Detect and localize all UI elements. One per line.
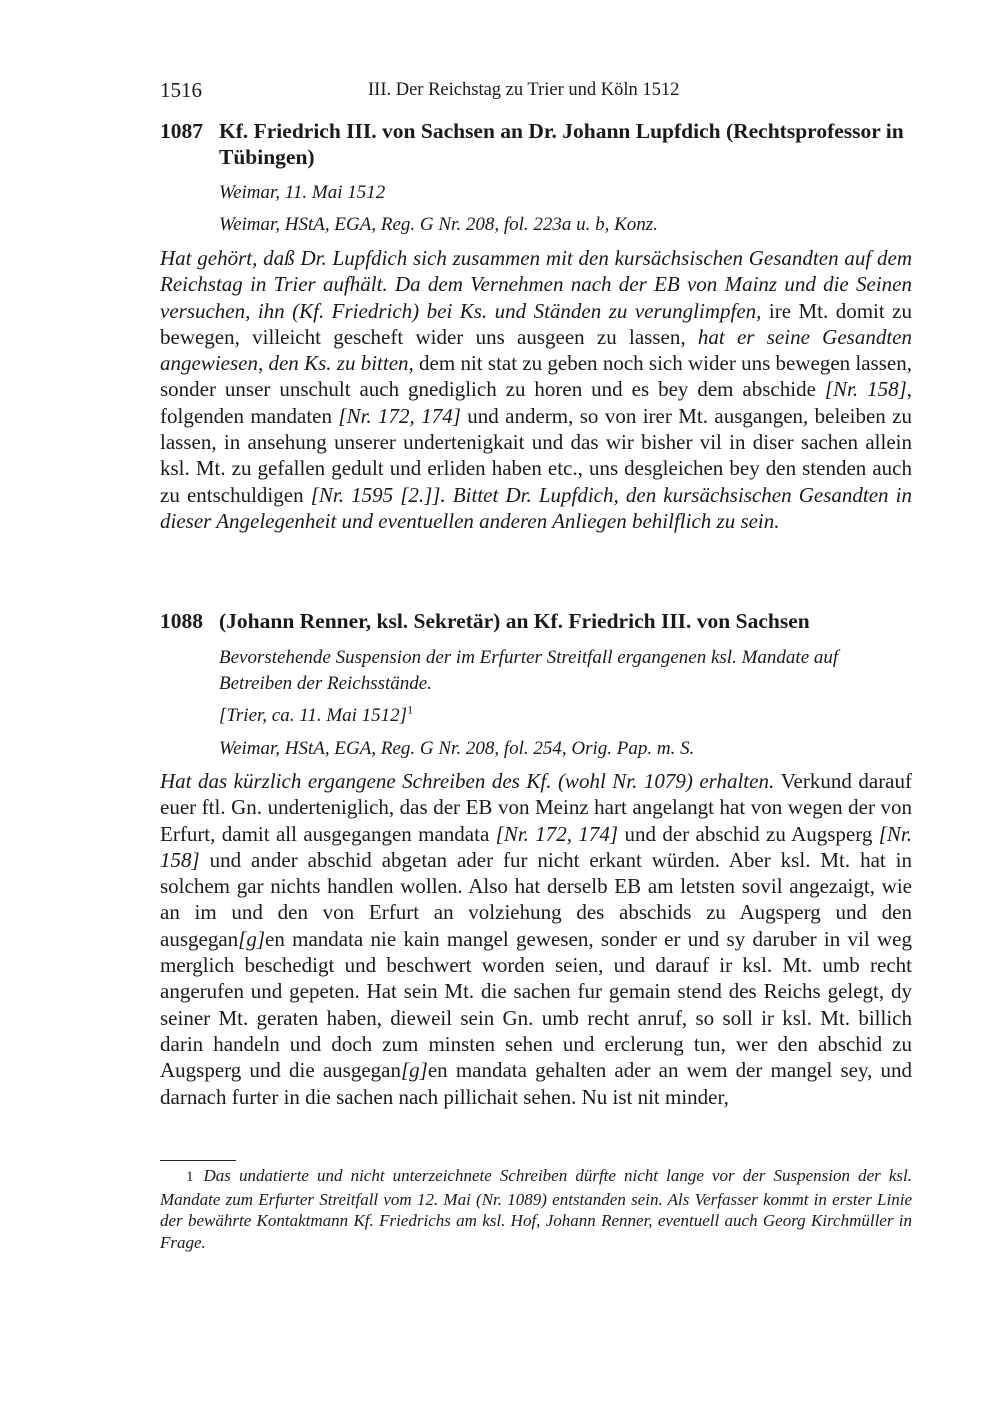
cross-reference: [Nr. 158] [824, 377, 907, 402]
document-source: Weimar, HStA, EGA, Reg. G Nr. 208, fol. 254, Orig. Pap. m. S. [219, 738, 695, 759]
footnote-text: Das undatierte und nicht unterzeichnete Schreiben dürfte nicht lange vor der Suspension der ksl. Mandate zum Erfurter Streitfall vom 12. Mai (Nr. 1089) entstanden sein. Als Verfasser kommt in erster Linie der bewährte Kontaktmann Kf. Friedrichs am ksl. Hof, Johann Renner, eventuell auch Georg Kirchmüller in Frage. [160, 1166, 912, 1252]
body-segment: und ander abschid abgetan ader fur nicht erkant würden. Aber ksl. Mt. hat in solchem gar nichts handlen wollen. Also hat derselb EB am letsten sovil angezaigt, wie an im und den von Erfurt an volziehung des abschids zu Augsperg und den ausgegan [160, 847, 912, 951]
cross-reference: [Nr. 172, 174] [338, 403, 461, 428]
footnote-divider [160, 1160, 236, 1161]
document-body [160, 768, 912, 1110]
footnote-mark: 1 [186, 1169, 194, 1185]
body-segment: Hat das kürzlich ergangene Schreiben des Kf. (wohl Nr. 1079) erhalten. [160, 769, 781, 793]
document-number: 1087 [160, 119, 203, 143]
cross-reference: [Nr. 172, 174] [495, 821, 619, 846]
editorial-insertion: [g] [401, 1058, 428, 1083]
document-1088-heading [160, 608, 912, 636]
document-summary: Bevorstehende Suspension der im Erfurter Streitfall ergangenen ksl. Mandate auf Betreiben der Reichsstände. [219, 647, 839, 694]
footnote [160, 1165, 912, 1253]
body-segment: ire Mt. domit zu bewegen, villeicht gescheft wider uns ausgeen zu lassen, [160, 298, 912, 349]
document-source: Weimar, HStA, EGA, Reg. G Nr. 208, fol. 223a u. b, Konz. [219, 214, 658, 235]
footnote-reference[interactable]: 1 [407, 702, 414, 717]
running-head [160, 78, 912, 106]
document-1087-heading [160, 118, 912, 174]
body-segment: Verkund darauf euer ftl. Gn. underteniglich, das der EB von Meinz hart angelangt hat von wegen der von Erfurt, damit all ausgegangen mandata [160, 769, 912, 846]
cross-reference: [Nr. 158] [160, 821, 912, 872]
body-segment: en mandata gehalten ader an wem der mangel sey, und darnach furter in die sachen nach pillichait sehen. Nu ist nit minder, [160, 1058, 913, 1109]
document-number: 1088 [160, 609, 203, 633]
body-segment: und der abschid zu Augsperg [618, 821, 879, 846]
document-date [219, 703, 912, 729]
body-segment: dem nit stat zu geben noch sich wider uns bewegen lassen, sonder unser unschult auch gnediglich zu horen und es bey dem abschide [160, 351, 912, 402]
body-segment: [Nr. 1595 [2.]]. Bittet Dr. Lupfdich, den kursächsischen Gesandten in dieser Angelegenheit und eventuellen anderen Anliegen behilflich zu sein. [160, 482, 912, 533]
date-text: [Trier, ca. 11. Mai 1512] [219, 705, 408, 726]
document-title: Kf. Friedrich III. von Sachsen an Dr. Johann Lupfdich (Rechtsprofessor in Tübingen) [219, 119, 904, 169]
page-number: 1516 [160, 78, 202, 102]
body-segment: , folgenden mandaten [160, 377, 913, 428]
document-body [160, 245, 912, 534]
body-segment: hat er seine Gesandten angewiesen, den Ks. zu bitten, [160, 324, 912, 376]
document-date: Weimar, 11. Mai 1512 [219, 182, 386, 203]
body-segment: en mandata nie kain mangel gewesen, sonder er und sy daruber in vil weg merglich beschedigt und beschwert worden seien, und darauf ir ksl. Mt. umb recht angerufen und gepeten. Hat sein Mt. die sachen fur gemain stend des Reichs gelegt, dy seiner Mt. geraten haben, dieweil sein Gn. umb recht anruf, so soll ir ksl. Mt. billich darin handeln und doch zum minsten sehen und erclerung tun, wer den abschid zu Augsperg und die ausgegan [160, 926, 912, 1083]
body-segment: Hat gehört, daß Dr. Lupfdich sich zusammen mit den kursächsischen Gesandten auf dem Reichstag in Trier aufhält. Da dem Vernehmen nach der EB von Mainz und die Seinen versuchen, ihn (Kf. Friedrich) bei Ks. und Ständen zu verunglimpfen, [160, 246, 912, 323]
body-segment: und anderm, so von irer Mt. ausgangen, beleiben zu lassen, in ansehung unserer undertenigkait und das wir bisher vil in diser sachen allein ksl. Mt. zu gefallen gedult und erliden haben etc., uns desgleichen bey den stenden auch zu entschuldigen [160, 403, 912, 507]
running-head-title: III. Der Reichstag zu Trier und Köln 1512 [368, 80, 680, 100]
document-title: (Johann Renner, ksl. Sekretär) an Kf. Friedrich III. von Sachsen [219, 609, 810, 633]
editorial-insertion: [g] [238, 926, 265, 951]
